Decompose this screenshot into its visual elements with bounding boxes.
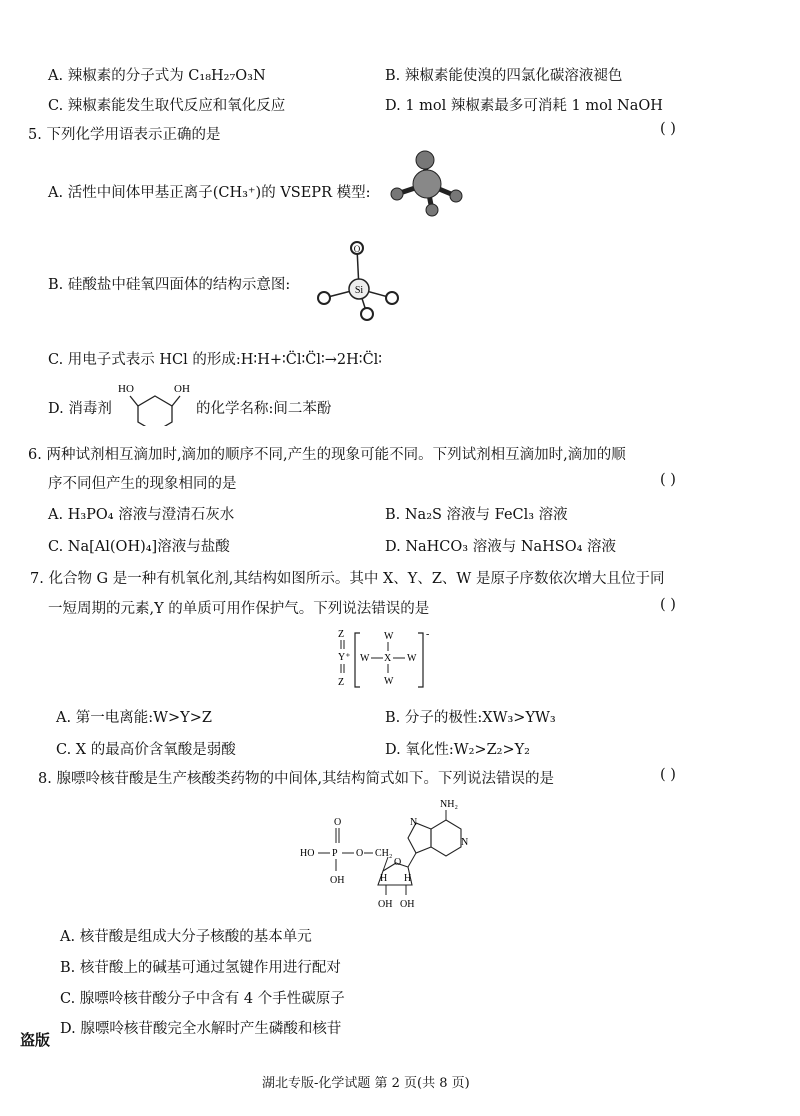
q6-stem-line1: 6. 两种试剂相互滴加时,滴加的顺序不同,产生的现象可能不同。下列试剂相互滴加时,滴加的顺 — [28, 447, 626, 463]
q6-option-c: C. Na[Al(OH)₄]溶液与盐酸 — [48, 539, 230, 555]
q7-option-a: A. 第一电离能:W>Y>Z — [56, 710, 212, 726]
q6-answer-paren: ( ) — [660, 472, 676, 488]
q7-option-c: C. X 的最高价含氧酸是弱酸 — [56, 742, 236, 758]
h-label-2: H — [404, 873, 412, 884]
w-top: W — [384, 631, 394, 642]
q7-answer-paren: ( ) — [660, 597, 676, 613]
z-top: Z — [338, 629, 345, 640]
q4-option-c: C. 辣椒素能发生取代反应和氧化反应 — [48, 98, 286, 114]
o-label: O — [353, 244, 361, 254]
compound-g-structure-image — [330, 627, 440, 693]
q5-option-a: A. 活性中间体甲基正离子(CH₃⁺)的 VSEPR 模型: — [48, 185, 371, 201]
q5-answer-paren: ( ) — [660, 121, 676, 137]
q8-answer-paren: ( ) — [660, 767, 676, 783]
q4-option-b: B. 辣椒素能使溴的四氯化碳溶液褪色 — [385, 68, 623, 84]
q6-stem-line2: 序不同但产生的现象相同的是 — [48, 476, 237, 492]
q8-stem: 8. 腺嘌呤核苷酸是生产核酸类药物的中间体,其结构简式如下。下列说法错误的是 — [38, 771, 555, 787]
q5-option-c: C. 用电子式表示 HCl 的形成:H∶H+∶C̈l∶C̈l∶→2H∶C̈l∶ — [48, 352, 383, 368]
silicate-tetrahedron-image — [310, 236, 410, 324]
w-left: W — [360, 653, 370, 664]
q8-option-a: A. 核苷酸是组成大分子核酸的基本单元 — [60, 929, 312, 945]
watermark-text: 盗版 — [20, 1031, 51, 1049]
oh-p-label: OH — [330, 875, 345, 886]
nh2-label: NH₂ — [440, 799, 458, 810]
vsepr-model-image — [382, 148, 472, 223]
q5-option-b: B. 硅酸盐中硅氧四面体的结构示意图: — [48, 277, 291, 293]
q5-option-d-suffix: 的化学名称:间二苯酚 — [196, 401, 332, 417]
si-label: Si — [354, 285, 364, 296]
q7-option-d: D. 氧化性:W₂>Z₂>Y₂ — [385, 742, 530, 758]
q8-option-d: D. 腺嘌呤核苷酸完全水解时产生磷酸和核苷 — [60, 1021, 342, 1037]
charge: - — [426, 629, 430, 640]
q4-option-a: A. 辣椒素的分子式为 C₁₈H₂₇O₃N — [48, 68, 266, 84]
q5-stem: 5. 下列化学用语表示正确的是 — [28, 127, 221, 143]
w-bottom: W — [384, 676, 394, 687]
n-label-imid: N — [410, 817, 418, 828]
ch2-label: CH₂ — [375, 848, 393, 859]
n-label-base: N — [461, 837, 469, 848]
q6-option-b: B. Na₂S 溶液与 FeCl₃ 溶液 — [385, 507, 568, 523]
p-label: P — [332, 848, 338, 859]
q7-option-b: B. 分子的极性:XW₃>YW₃ — [385, 710, 556, 726]
q7-stem-line2: 一短周期的元素,Y 的单质可用作保护气。下列说法错误的是 — [48, 601, 430, 617]
ho-label: HO — [300, 848, 315, 859]
q8-option-c: C. 腺嘌呤核苷酸分子中含有 4 个手性碳原子 — [60, 991, 345, 1007]
o-top-label: O — [334, 817, 342, 828]
ho-label: HO — [118, 383, 134, 395]
resorcinol-structure-image — [110, 378, 200, 426]
q6-option-a: A. H₃PO₄ 溶液与澄清石灰水 — [48, 507, 235, 523]
o-ring-label: O — [394, 857, 402, 868]
page-footer: 湖北专版-化学试题 第 2 页(共 8 页) — [262, 1076, 470, 1091]
y-plus: Y⁺ — [338, 652, 351, 663]
z-bottom: Z — [338, 677, 345, 688]
oh-label-2: OH — [400, 899, 415, 910]
oh-label-1: OH — [378, 899, 393, 910]
q5-option-d-prefix: D. 消毒剂 — [48, 401, 112, 417]
h-label-1: H — [380, 873, 388, 884]
amp-structure-image — [298, 795, 478, 915]
x-center: X — [384, 653, 392, 664]
o-link-label: O — [356, 848, 364, 859]
q4-option-d: D. 1 mol 辣椒素最多可消耗 1 mol NaOH — [385, 98, 663, 114]
q6-option-d: D. NaHCO₃ 溶液与 NaHSO₄ 溶液 — [385, 539, 617, 555]
q7-stem-line1: 7. 化合物 G 是一种有机氧化剂,其结构如图所示。其中 X、Y、Z、W 是原子序数依次增大且位于同 — [30, 571, 665, 587]
q8-option-b: B. 核苷酸上的碱基可通过氢键作用进行配对 — [60, 960, 341, 976]
w-right: W — [407, 653, 417, 664]
oh-label: OH — [174, 383, 190, 395]
